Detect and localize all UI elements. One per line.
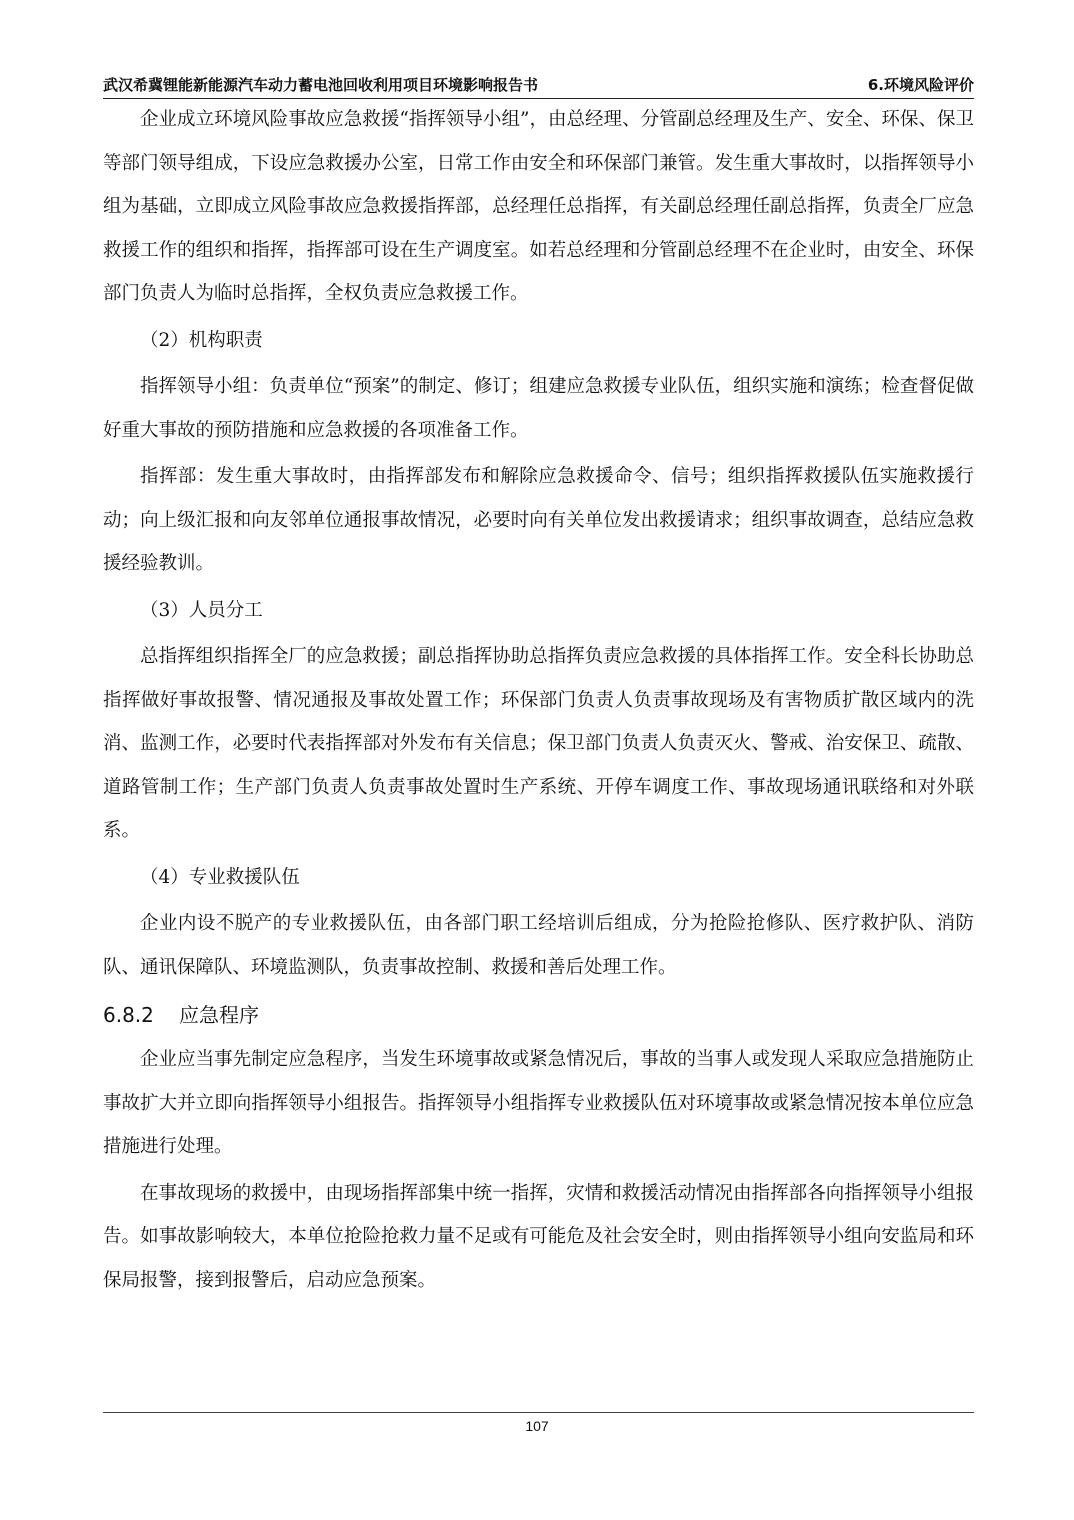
paragraph-rescue-team: 企业内设不脱产的专业救援队伍，由各部门职工经培训后组成，分为抢险抢修队、医疗救护队、消防队、通讯保障队、环境监测队，负责事故控制、救援和善后处理工作。 — [103, 913, 974, 978]
page-content — [103, 98, 974, 1302]
section-title: 应急程序 — [179, 1003, 259, 1027]
paragraph-staff-division: 总指挥组织指挥全厂的应急救援；副总指挥协助总指挥负责应急救援的具体指挥工作。安全科长协助总指挥做好事故报警、情况通报及事故处置工作；环保部门负责人负责事故现场及有害物质扩散区域内的洗消、监测工作，必要时代表指挥部对外发布有关信息；保卫部门负责人负责灭火、警戒、治安保卫、疏散、道路管制工作；生产部门负责人负责事故处置时生产系统、开停车调度工作、事故现场通讯联络和对外联系。 — [103, 646, 974, 841]
paragraph-leadership-group-duties: 指挥领导小组：负责单位“预案”的制定、修订；组建应急救援专业队伍，组织实施和演练；检查督促做好重大事故的预防措施和应急救援的各项准备工作。 — [103, 376, 974, 441]
paragraph-emergency-procedure: 企业应当事先制定应急程序，当发生环境事故或紧急情况后，事故的当事人或发现人采取应急措施防止事故扩大并立即向指挥领导小组报告。指挥领导小组指挥专业救援队伍对环境事故或紧急情况按本单位应急措施进行处理。 — [103, 1049, 974, 1157]
section-number: 6.8.2 — [103, 1003, 154, 1027]
header-report-title: 武汉希冀锂能新能源汽车动力蓄电池回收利用项目环境影响报告书 — [103, 76, 539, 94]
page-header — [103, 74, 974, 99]
paragraph-onsite-rescue: 在事故现场的救援中，由现场指挥部集中统一指挥，灾情和救援活动情况由指挥部各向指挥领导小组报告。如事故影响较大，本单位抢险抢救力量不足或有可能危及社会安全时，则由指挥领导小组向安监局和环保局报警，接到报警后，启动应急预案。 — [103, 1182, 974, 1291]
subheading-rescue-team: （4）专业救援队伍 — [140, 866, 300, 888]
paragraph-command-post-duties: 指挥部：发生重大事故时，由指挥部发布和解除应急救援命令、信号；组织指挥救援队伍实施救援行动；向上级汇报和向友邻单位通报事故情况，必要时向有关单位发出救援请求；组织事故调查，总结应急救援经验教训。 — [103, 466, 974, 574]
section-heading — [103, 992, 974, 1038]
header-chapter-title: 6.环境风险评价 — [867, 76, 974, 94]
footer-divider — [103, 1412, 974, 1413]
subheading-responsibilities: （2）机构职责 — [140, 329, 263, 351]
subheading-staff-division: （3）人员分工 — [140, 599, 263, 621]
paragraph-command-group: 企业成立环境风险事故应急救援“指挥领导小组”，由总经理、分管副总经理及生产、安全、环保、保卫等部门领导组成，下设应急救援办公室，日常工作由安全和环保部门兼管。发生重大事故时，以指挥领导小组为基础，立即成立风险事故应急救援指挥部，总经理任总指挥，有关副总经理任副总指挥，负责全厂应急救援工作的组织和指挥，指挥部可设在生产调度室。如若总经理和分管副总经理不在企业时，由安全、环保部门负责人为临时总指挥，全权负责应急救援工作。 — [103, 109, 974, 304]
page-number: 107 — [525, 1418, 549, 1434]
